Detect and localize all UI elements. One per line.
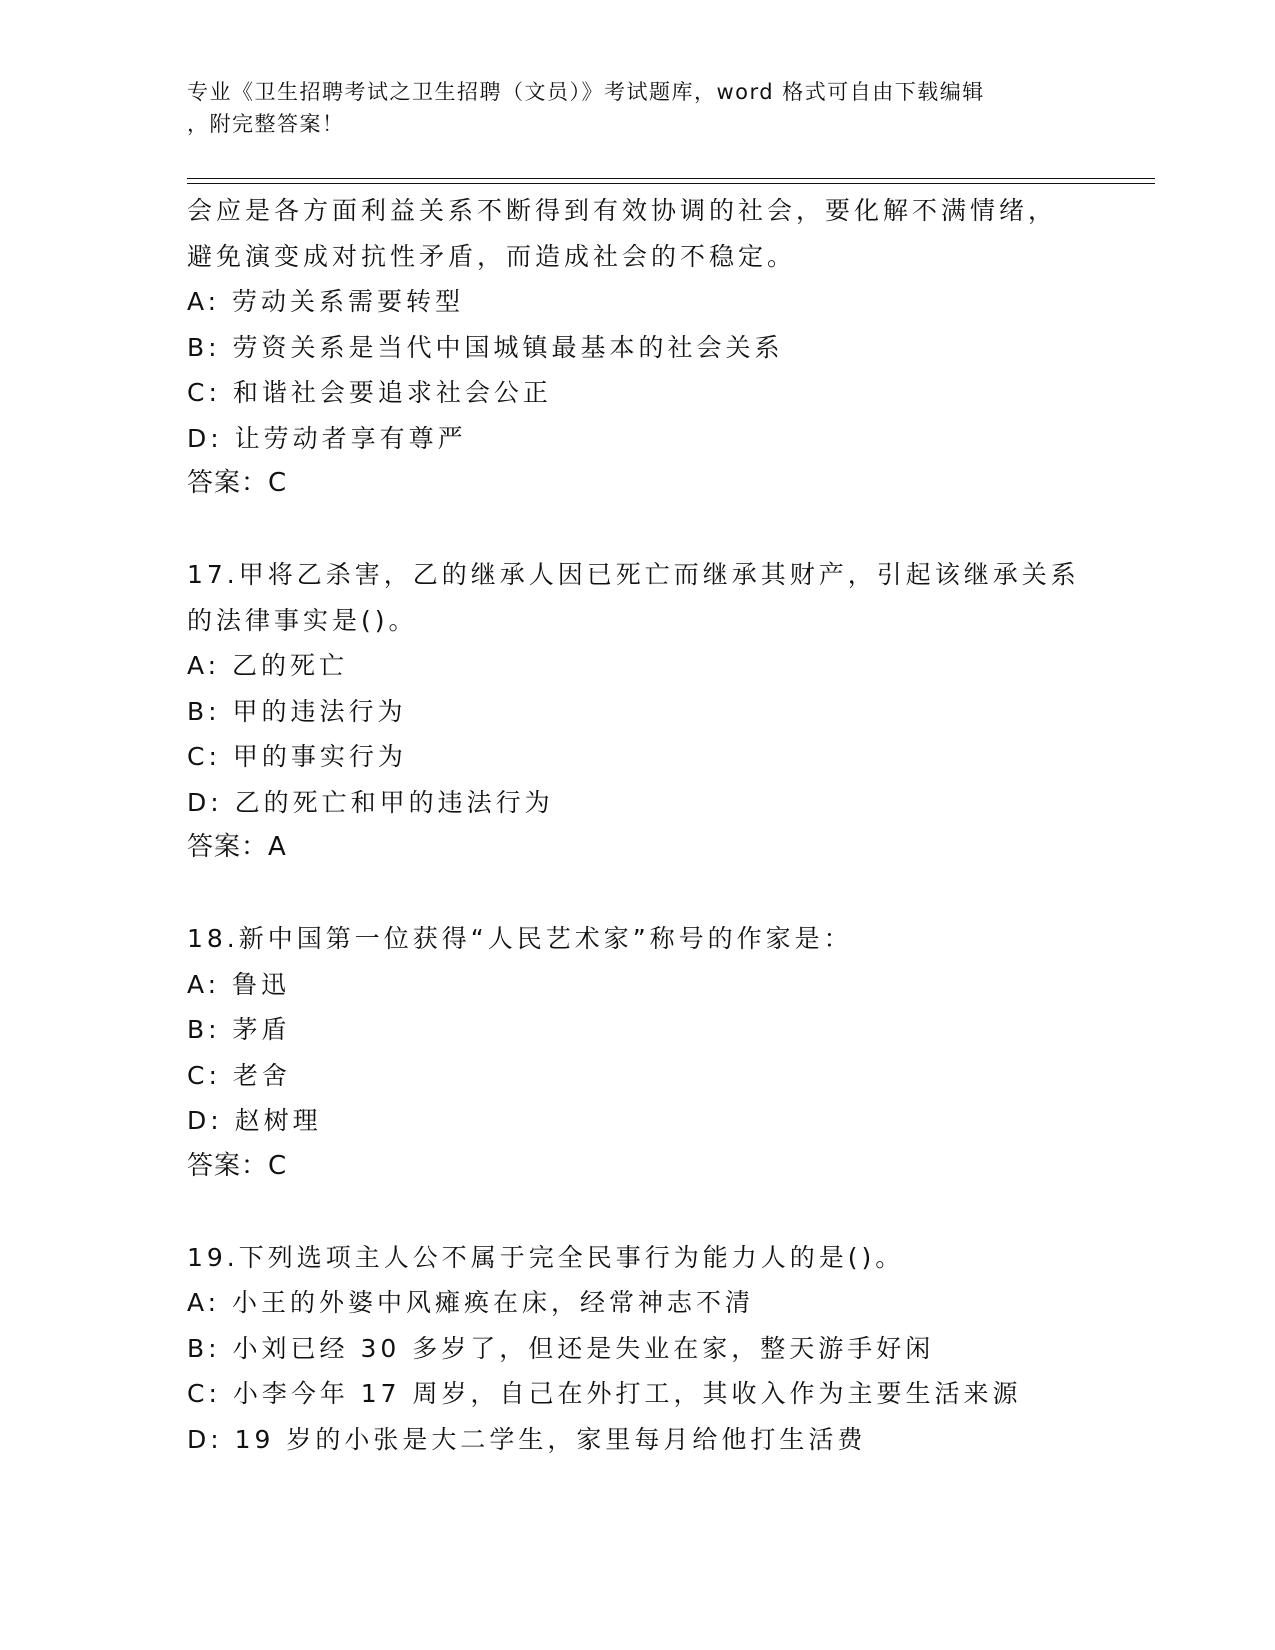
option-b: B: 茅盾 (187, 1015, 291, 1044)
question-text: 避免演变成对抗性矛盾，而造成社会的不稳定。 (187, 241, 797, 271)
option-c: C: 小李今年 17 周岁，自己在外打工，其收入作为主要生活来源 (187, 1379, 1022, 1408)
option-a: A: 鲁迅 (187, 969, 291, 999)
option-a: A: 乙的死亡 (187, 651, 349, 680)
question-block-19 (187, 1235, 1147, 1463)
option-c: C: 和谐社会要追求社会公正 (187, 378, 552, 407)
option-d: D: 19 岁的小张是大二学生，家里每月给他打生活费 (187, 1424, 867, 1454)
question-text: 19.下列选项主人公不属于完全民事行为能力人的是()。 (187, 1242, 905, 1272)
question-block-continued (187, 188, 1147, 507)
option-d: D: 让劳动者享有尊严 (187, 423, 467, 453)
question-text: 17.甲将乙杀害，乙的继承人因已死亡而继承其财产，引起该继承关系 (187, 560, 1080, 589)
option-d: D: 赵树理 (187, 1106, 322, 1135)
spacer (187, 871, 1147, 917)
answer-line: 答案：C (187, 1150, 288, 1181)
option-b: B: 劳资关系是当代中国城镇最基本的社会关系 (187, 332, 784, 362)
question-text: 的法律事实是()。 (187, 605, 418, 635)
question-text: 18.新中国第一位获得“人民艺术家”称号的作家是： (187, 924, 853, 953)
header-divider-bottom (187, 183, 1155, 184)
header-title-line-1: 专业《卫生招聘考试之卫生招聘（文员）》考试题库，word 格式可自由下载编辑 (187, 80, 985, 104)
option-b: B: 甲的违法行为 (187, 696, 407, 726)
question-list (187, 188, 1147, 1462)
option-b: B: 小刘已经 30 多岁了，但还是失业在家，整天游手好闲 (187, 1333, 935, 1363)
document-header (187, 76, 1067, 140)
spacer (187, 1189, 1147, 1235)
question-block-18 (187, 916, 1147, 1189)
header-divider-top (187, 178, 1155, 179)
option-a: A: 小王的外婆中风瘫痪在床，经常神志不清 (187, 1288, 755, 1317)
answer-line: 答案：A (187, 832, 287, 862)
header-title-line-2: ，附完整答案！ (187, 112, 345, 136)
option-c: C: 老舍 (187, 1060, 291, 1090)
answer-line: 答案：C (187, 468, 288, 498)
question-text: 会应是各方面利益关系不断得到有效协调的社会，要化解不满情绪， (187, 196, 1058, 225)
option-c: C: 甲的事实行为 (187, 742, 407, 771)
spacer (187, 507, 1147, 553)
option-d: D: 乙的死亡和甲的违法行为 (187, 787, 554, 817)
option-a: A: 劳动关系需要转型 (187, 287, 465, 316)
question-block-17 (187, 552, 1147, 871)
